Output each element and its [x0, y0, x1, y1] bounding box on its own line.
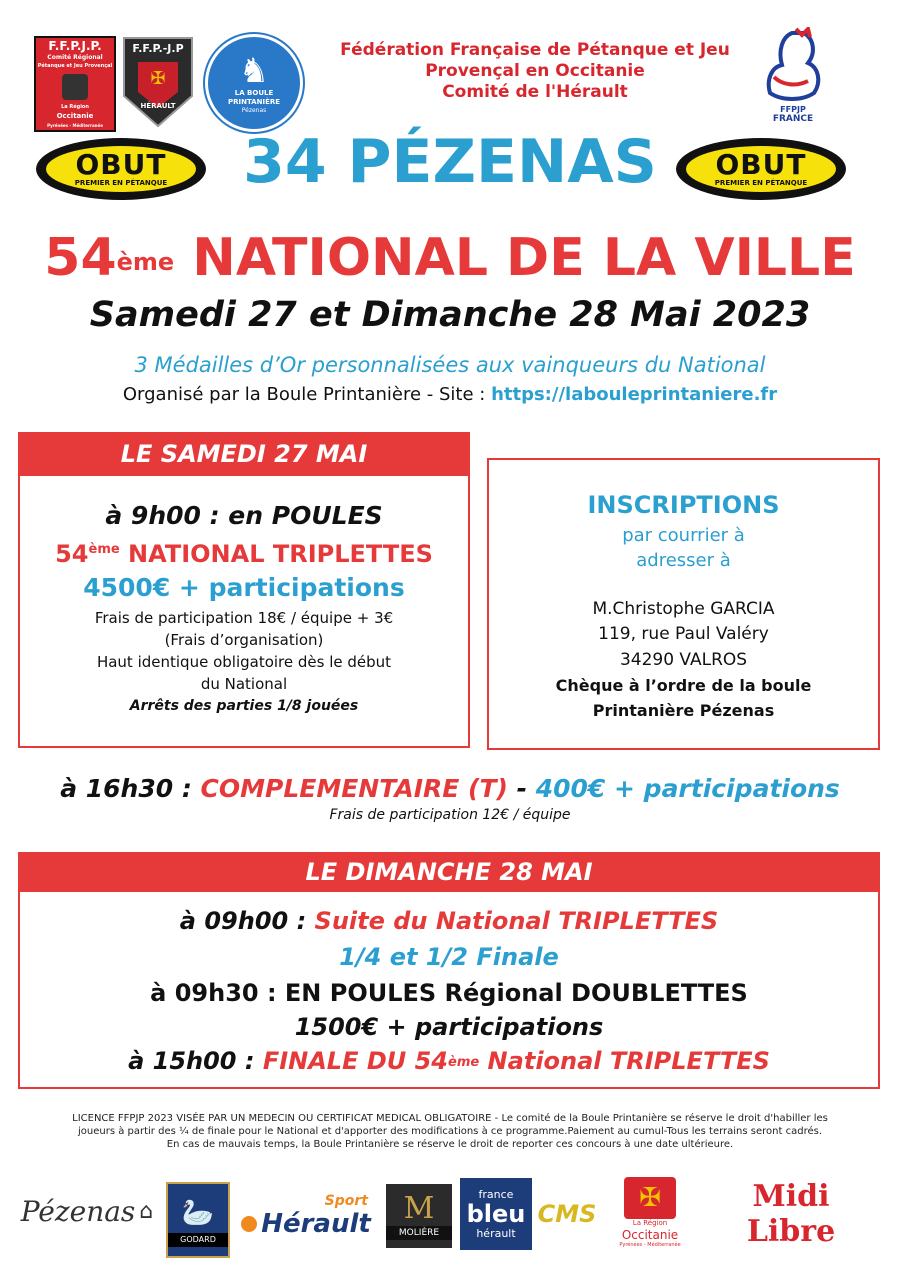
compl-prize: 400€ + participations: [535, 774, 840, 803]
fb-bleu: bleu: [466, 1200, 526, 1228]
sunday-l1-text: Suite du National TRIPLETTES: [314, 907, 719, 935]
fb-france: france: [478, 1188, 514, 1201]
ball-icon: [241, 1216, 257, 1232]
organiser-text: Organisé par la Boule Printanière - Site :: [122, 384, 492, 405]
saturday-note1: Haut identique obligatoire dès le début: [96, 653, 392, 671]
pezenas-logo: [14, 1186, 160, 1236]
sunday-l5-sup: ème: [448, 1055, 480, 1070]
national-rest: NATIONAL DE LA VILLE: [174, 228, 856, 288]
inscriptions-title: INSCRIPTIONS: [587, 491, 780, 519]
svg-text:✠: ✠: [150, 68, 166, 89]
ffpjp-regional-line3: La Région: [61, 103, 89, 110]
sunday-l1-time: à 09h00 :: [179, 907, 315, 935]
inscriptions-city: 34290 VALROS: [619, 650, 748, 670]
obut-sub-left: PREMIER EN PÉTANQUE: [74, 179, 168, 187]
saturday-fee1: Frais de participation 18€ / équipe + 3€: [94, 609, 394, 627]
city-title: 34 PÉZENAS: [243, 127, 657, 197]
national-sup: ème: [116, 248, 175, 276]
complementaire-line: [20, 772, 880, 806]
france-bleu-logo: [460, 1178, 532, 1250]
obut-word-right: OBUT: [715, 148, 807, 181]
ffpjp-regional-title: F.F.P.J.P.: [48, 38, 102, 53]
inscriptions-street: 119, rue Paul Valéry: [598, 624, 769, 644]
midi-libre-logo: [696, 1176, 886, 1252]
saturday-nat-number: 54: [55, 540, 89, 568]
saturday-national: [20, 534, 468, 570]
saturday-nat-rest: NATIONAL TRIPLETTES: [119, 540, 433, 568]
godard-text: GODARD: [168, 1233, 228, 1247]
sunday-line5: [20, 1044, 878, 1078]
ffpjp-regional-line4: Occitanie: [56, 111, 94, 120]
licence-notice: [60, 1112, 840, 1151]
saturday-stops: Arrêts des parties 1/8 jouées: [129, 698, 359, 714]
inscriptions-name: M.Christophe GARCIA: [592, 599, 775, 619]
moliere-text: MOLIÈRE: [386, 1226, 452, 1240]
compl-time: à 16h30 :: [60, 774, 201, 803]
ffpjp-regional-line5: Pyrénées - Méditerranée: [47, 122, 103, 128]
occ-line1: La Région: [632, 1219, 668, 1227]
midi-libre-text: Midi Libre: [696, 1175, 886, 1253]
site-link[interactable]: https://labouleprintaniere.fr: [491, 384, 778, 405]
occ-line3: Pyrénées - Méditerranée: [619, 1242, 681, 1248]
occ-line2: Occitanie: [621, 1228, 679, 1242]
sunday-l5-b: National TRIPLETTES: [479, 1047, 770, 1075]
obut-logo-left: [36, 138, 206, 200]
ffpjp-france-line2: FRANCE: [772, 113, 814, 124]
licence-line3: En cas de mauvais temps, la Boule Printanière se réserve le droit de reporter ces concours à une date ultérieure.: [166, 1139, 734, 1150]
saturday-fee2: (Frais d’organisation): [164, 631, 324, 649]
sunday-header: LE DIMANCHE 28 MAI: [18, 852, 880, 892]
sport-herault-logo: [238, 1188, 374, 1244]
inscriptions-sub1: par courrier à: [622, 525, 745, 546]
sunday-line4: 1500€ + participations: [294, 1013, 604, 1041]
occitanie-cross-icon: ✠: [624, 1177, 676, 1219]
saturday-box: [18, 476, 470, 748]
herault-text: Hérault: [261, 1209, 371, 1239]
licence-line2: joueurs à partir des ¼ de finale pour le National et d'apporter des modifications à ce programme.Paiement au cumul-Tous les terrains seront cadrés.: [77, 1126, 822, 1137]
sport-text: Sport: [324, 1193, 368, 1209]
national-number: 54: [44, 228, 117, 288]
compl-dash: -: [507, 774, 536, 803]
pezenas-text: Pézenas: [20, 1194, 136, 1228]
complementaire-fee: Frais de participation 12€ / équipe: [329, 807, 571, 823]
sunday-box: [18, 892, 880, 1089]
cms-text: CMS: [537, 1200, 597, 1228]
federation-line-1: Fédération Française de Pétanque et Jeu: [340, 40, 730, 60]
obut-word-left: OBUT: [75, 148, 167, 181]
godard-logo: [166, 1182, 230, 1258]
ffpjp-regional-line1: Comité Régional: [47, 53, 103, 61]
inscriptions-cheque2: Printanière Pézenas: [592, 701, 775, 720]
federation-line-3: Comité de l'Hérault: [442, 82, 628, 102]
saturday-note2: du National: [200, 675, 288, 693]
event-dates: Samedi 27 et Dimanche 28 Mai 2023: [89, 295, 811, 335]
player-icon: [62, 74, 88, 100]
saturday-time: à 9h00 : en POULES: [105, 501, 383, 530]
compl-name: COMPLEMENTAIRE (T): [200, 774, 508, 803]
ffpjp-france-logo: [752, 26, 834, 124]
inscriptions-cheque1: Chèque à l’ordre de la boule: [555, 676, 812, 695]
herault-wordmark: [241, 1209, 371, 1239]
goose-icon: 🦢: [181, 1198, 215, 1228]
castle-icon: ⌂: [139, 1198, 154, 1224]
national-title: [20, 226, 880, 290]
obut-logo-right: [676, 138, 846, 200]
rooster-icon: [752, 27, 834, 105]
saturday-header: LE SAMEDI 27 MAI: [18, 432, 470, 476]
obut-sub-right: PREMIER EN PÉTANQUE: [714, 179, 808, 187]
sunday-line2: 1/4 et 1/2 Finale: [339, 943, 559, 971]
occitanie-logo: [610, 1172, 690, 1254]
inscriptions-sub2: adresser à: [636, 550, 731, 571]
boule-printaniere-text: LA BOULE PRINTANIÈRE: [227, 88, 281, 106]
boule-printaniere-sub: Pézenas: [241, 106, 267, 114]
moliere-letter: M: [403, 1191, 435, 1226]
ffpjp-regional-logo: [34, 36, 116, 132]
saturday-prize: 4500€ + participations: [83, 573, 405, 602]
ffpj-herault-title: F.F.P.-J.P: [132, 42, 184, 55]
licence-line1: LICENCE FFPJP 2023 VISÉE PAR UN MEDECIN OU CERTIFICAT MEDICAL OBLIGATOIRE - Le comité de la Boule Printanière se réserve le droit d'habiller les: [72, 1113, 828, 1124]
ffpjp-france-line1: FFPJP: [780, 104, 806, 114]
federation-title: [260, 40, 810, 103]
medals-note: 3 Médailles d’Or personnalisées aux vainqueurs du National: [134, 353, 766, 377]
sunday-line1: [20, 904, 878, 938]
ffpj-herault-logo: [122, 36, 194, 128]
organiser-line: [20, 381, 880, 409]
ffpjp-regional-line2: Pétanque et Jeu Provençal: [37, 62, 113, 69]
sunday-line3: à 09h30 : EN POULES Régional DOUBLETTES: [150, 979, 748, 1007]
saturday-nat-sup: ème: [88, 542, 120, 557]
sunday-l5-time: à 15h00 :: [128, 1047, 263, 1075]
moliere-logo: [386, 1184, 452, 1248]
horse-icon: ♞: [238, 50, 270, 91]
federation-line-2: Provençal en Occitanie: [425, 61, 645, 81]
fb-herault: hérault: [476, 1227, 516, 1240]
cms-logo: [536, 1182, 598, 1246]
sunday-l5-a: FINALE DU 54: [262, 1047, 449, 1075]
inscriptions-box: [487, 458, 880, 750]
ffpj-herault-bottom: HÉRAULT: [140, 102, 176, 110]
